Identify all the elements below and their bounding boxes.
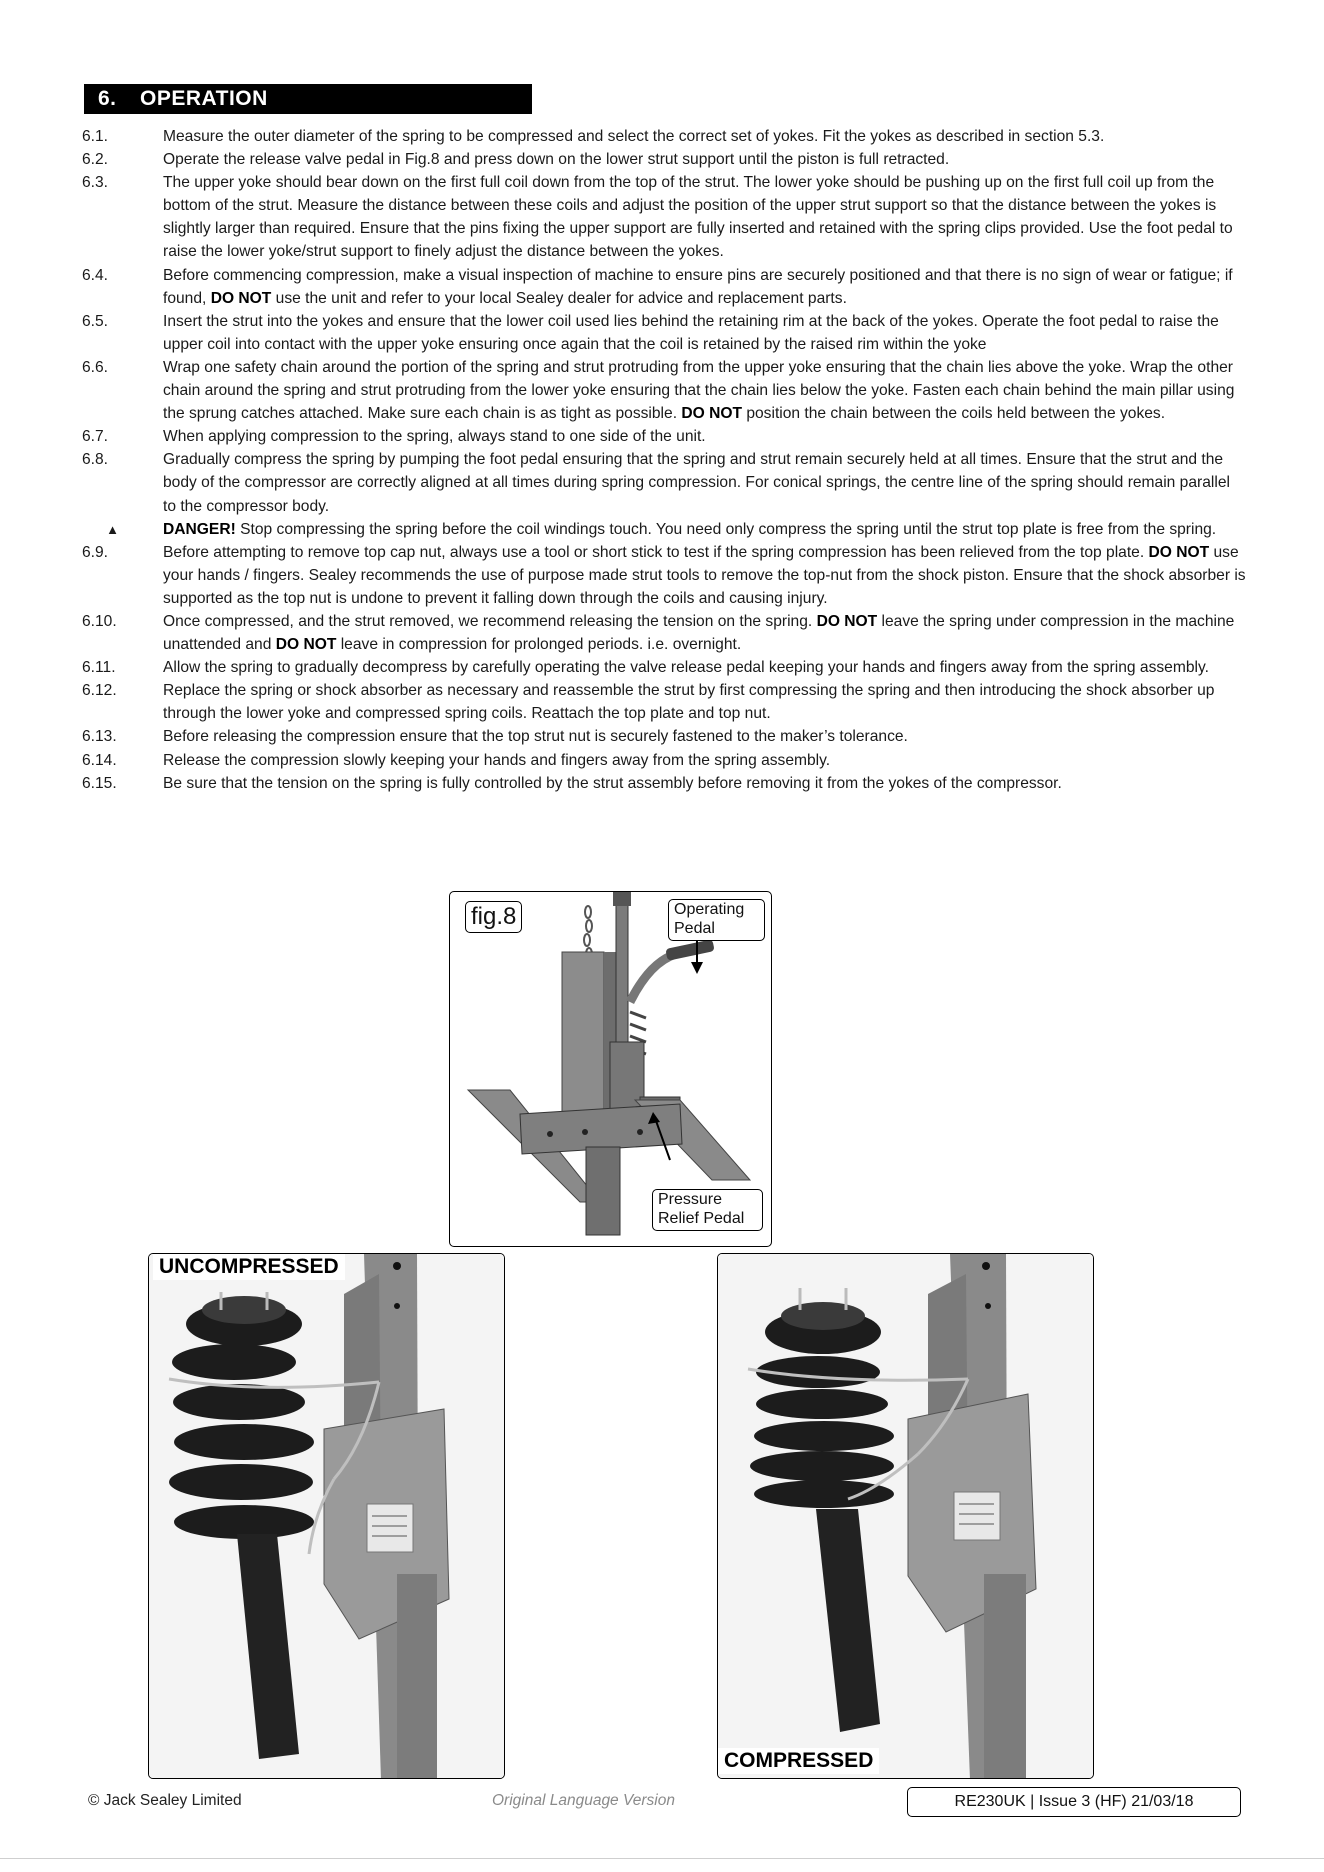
callout-line: Relief Pedal [658, 1210, 745, 1227]
step-text-segment: The upper yoke should bear down on the first full coil down from the top of the strut. The lower yoke should be pushing up on the first full coil up from the bottom of the strut. Measure the distance between these coils and adjust the position of the upper strut support so that the distance between the yokes is slightly larger than required. Ensure that the pins fixing the upper support are fully inserted and retained with the spring clips provided. Use the foot pedal to raise the lower yoke/strut support to finely adjust the distance between the yokes. [163, 174, 1233, 261]
step-text-segment: Gradually compress the spring by pumping the foot pedal ensuring that the spring and strut remain securely held at all times. Ensure that the strut and the body of the compressor are correctly aligned at all times during spring compression. For conical springs, the centre line of the spring should remain parallel to the compressor body. [163, 451, 1230, 515]
step-text-segment: position the chain between the coils held between the yokes. [742, 405, 1166, 423]
step-text [163, 148, 1247, 171]
step-text [163, 725, 1247, 748]
step-text [163, 310, 1247, 356]
footer-language: Original Language Version [492, 1792, 675, 1809]
compressed-strut-illustration [718, 1254, 1094, 1779]
step-text-segment: Allow the spring to gradually decompress by carefully operating the valve release pedal keeping your hands and fingers away from the spring assembly. [163, 659, 1209, 677]
step-text [163, 448, 1247, 517]
step-number: 6.14. [82, 751, 117, 769]
step-item [82, 518, 1247, 541]
emphasis-text: DO NOT [1148, 543, 1210, 561]
operation-steps [82, 125, 1247, 795]
step-text [163, 518, 1247, 541]
step-item [82, 448, 1247, 517]
step-text [163, 356, 1247, 425]
step-text [163, 264, 1247, 310]
step-item [82, 148, 1247, 171]
step-number: 6.10. [82, 612, 117, 630]
step-number: 6.15. [82, 774, 117, 792]
step-item [82, 610, 1247, 656]
emphasis-text: DO NOT [681, 405, 742, 423]
step-text-segment: leave in compression for prolonged periods. i.e. overnight. [336, 636, 742, 654]
step-text-segment: Once compressed, and the strut removed, we recommend releasing the tension on the spring. [163, 612, 817, 630]
step-number: 6.11. [82, 659, 116, 677]
uncompressed-photo [148, 1253, 505, 1779]
step-text-segment: Operate the release valve pedal in Fig.8 and press down on the lower strut support until the piston is full retracted. [163, 151, 950, 169]
uncompressed-strut-illustration [149, 1254, 505, 1779]
section-title: OPERATION [140, 87, 268, 110]
section-number: 6. [98, 87, 117, 110]
step-text-segment: Release the compression slowly keeping your hands and fingers away from the spring assembly. [163, 751, 831, 769]
footer-reference: RE230UK | Issue 3 (HF) 21/03/18 [907, 1787, 1241, 1817]
step-item [82, 264, 1247, 310]
step-number: 6.2. [82, 151, 109, 169]
page-bottom-rule [0, 1858, 1324, 1859]
step-number: 6.3. [82, 174, 109, 192]
step-text [163, 610, 1247, 656]
step-item [82, 171, 1247, 263]
step-item [82, 125, 1247, 148]
step-text-segment: Insert the strut into the yokes and ensure that the lower coil used lies behind the retaining rim at the back of the yokes. Operate the foot pedal to raise the upper coil into contact with the upper yoke ensuring once again that the coil is retained by the raised rim within the yoke [163, 312, 1219, 353]
step-text-segment: use your hands / fingers. Sealey recommends the use of purpose made strut tools to remove the top-nut from the shock piston. Ensure that the shock absorber is supported as the top nut is undone to prevent it falling down through the coils and causing injury. [163, 543, 1246, 607]
step-text [163, 541, 1247, 610]
step-text [163, 749, 1247, 772]
danger-icon: ▲ [106, 521, 119, 537]
step-item [82, 356, 1247, 425]
step-number: 6.12. [82, 682, 117, 700]
step-item [82, 425, 1247, 448]
emphasis-text: DO NOT [275, 636, 337, 654]
step-item [82, 749, 1247, 772]
step-item [82, 310, 1247, 356]
footer-copyright: © Jack Sealey Limited [88, 1792, 242, 1809]
step-text [163, 125, 1247, 148]
step-text [163, 679, 1247, 725]
step-number: 6.5. [82, 312, 109, 330]
step-number: 6.13. [82, 728, 117, 746]
step-item [82, 541, 1247, 610]
step-item [82, 656, 1247, 679]
compressed-photo [717, 1253, 1094, 1779]
step-text-segment: Stop compressing the spring before the coil windings touch. You need only compress the spring until the strut top plate is free from the spring. [235, 520, 1217, 538]
step-number: 6.1. [82, 128, 109, 145]
emphasis-text: DO NOT [816, 612, 878, 630]
step-item [82, 772, 1247, 795]
step-number: 6.6. [82, 358, 109, 376]
figure-label: fig.8 [465, 901, 522, 933]
step-text-segment: Wrap one safety chain around the portion of the spring and strut protruding from the upper yoke ensuring that the chain lies above the yoke. Wrap the other chain around the spring and strut protruding from the lower yoke ensuring that the chain lies below the yoke. Fasten each chain behind the main pillar using the sprung catches attached. Make sure each chain is as tight as possible. [163, 358, 1235, 423]
operating-pedal-callout [668, 899, 765, 941]
emphasis-text: DO NOT [210, 289, 272, 307]
emphasis-text: DANGER! [163, 520, 236, 538]
step-item [82, 725, 1247, 748]
step-text [163, 425, 1247, 448]
step-text [163, 656, 1247, 679]
step-text-segment: Before releasing the compression ensure that the top strut nut is securely fastened to the maker’s tolerance. [163, 728, 908, 746]
step-text-segment: When applying compression to the spring, always stand to one side of the unit. [163, 428, 706, 446]
step-text-segment: use the unit and refer to your local Sealey dealer for advice and replacement parts. [271, 289, 847, 307]
step-text-segment: Be sure that the tension on the spring is fully controlled by the strut assembly before removing it from the yokes of the compressor. [163, 774, 1062, 792]
callout-line: Pedal [674, 920, 715, 937]
callout-line: Pressure [658, 1191, 723, 1208]
step-text-segment: Replace the spring or shock absorber as necessary and reassemble the strut by first compressing the spring and then introducing the shock absorber up through the lower yoke and compressed spring coils. Reattach the top plate and top nut. [163, 682, 1215, 723]
uncompressed-caption: UNCOMPRESSED [153, 1254, 345, 1280]
step-text-segment: Measure the outer diameter of the spring to be compressed and select the correct set of yokes. Fit the yokes as described in section 5.3. [163, 128, 1105, 145]
step-number: 6.8. [82, 451, 109, 469]
compressed-caption: COMPRESSED [718, 1748, 879, 1774]
pressure-relief-pedal-callout [652, 1189, 763, 1231]
step-number: 6.4. [82, 266, 109, 284]
step-text [163, 171, 1247, 263]
step-number: 6.9. [82, 543, 109, 561]
step-text-segment: Before commencing compression, make a visual inspection of machine to ensure pins are securely positioned and that there is no sign of wear or fatigue; if found, [163, 266, 1233, 307]
step-text-segment: Before attempting to remove top cap nut, always use a tool or short stick to test if the spring compression has been relieved from the top plate. [163, 543, 1149, 561]
figure-8 [449, 891, 772, 1247]
step-text-segment: leave the spring under compression in the machine unattended and [163, 612, 1235, 654]
callout-line: Operating [674, 901, 745, 918]
step-item [82, 679, 1247, 725]
step-text [163, 772, 1247, 795]
section-header [84, 84, 532, 114]
step-number: 6.7. [82, 428, 109, 446]
